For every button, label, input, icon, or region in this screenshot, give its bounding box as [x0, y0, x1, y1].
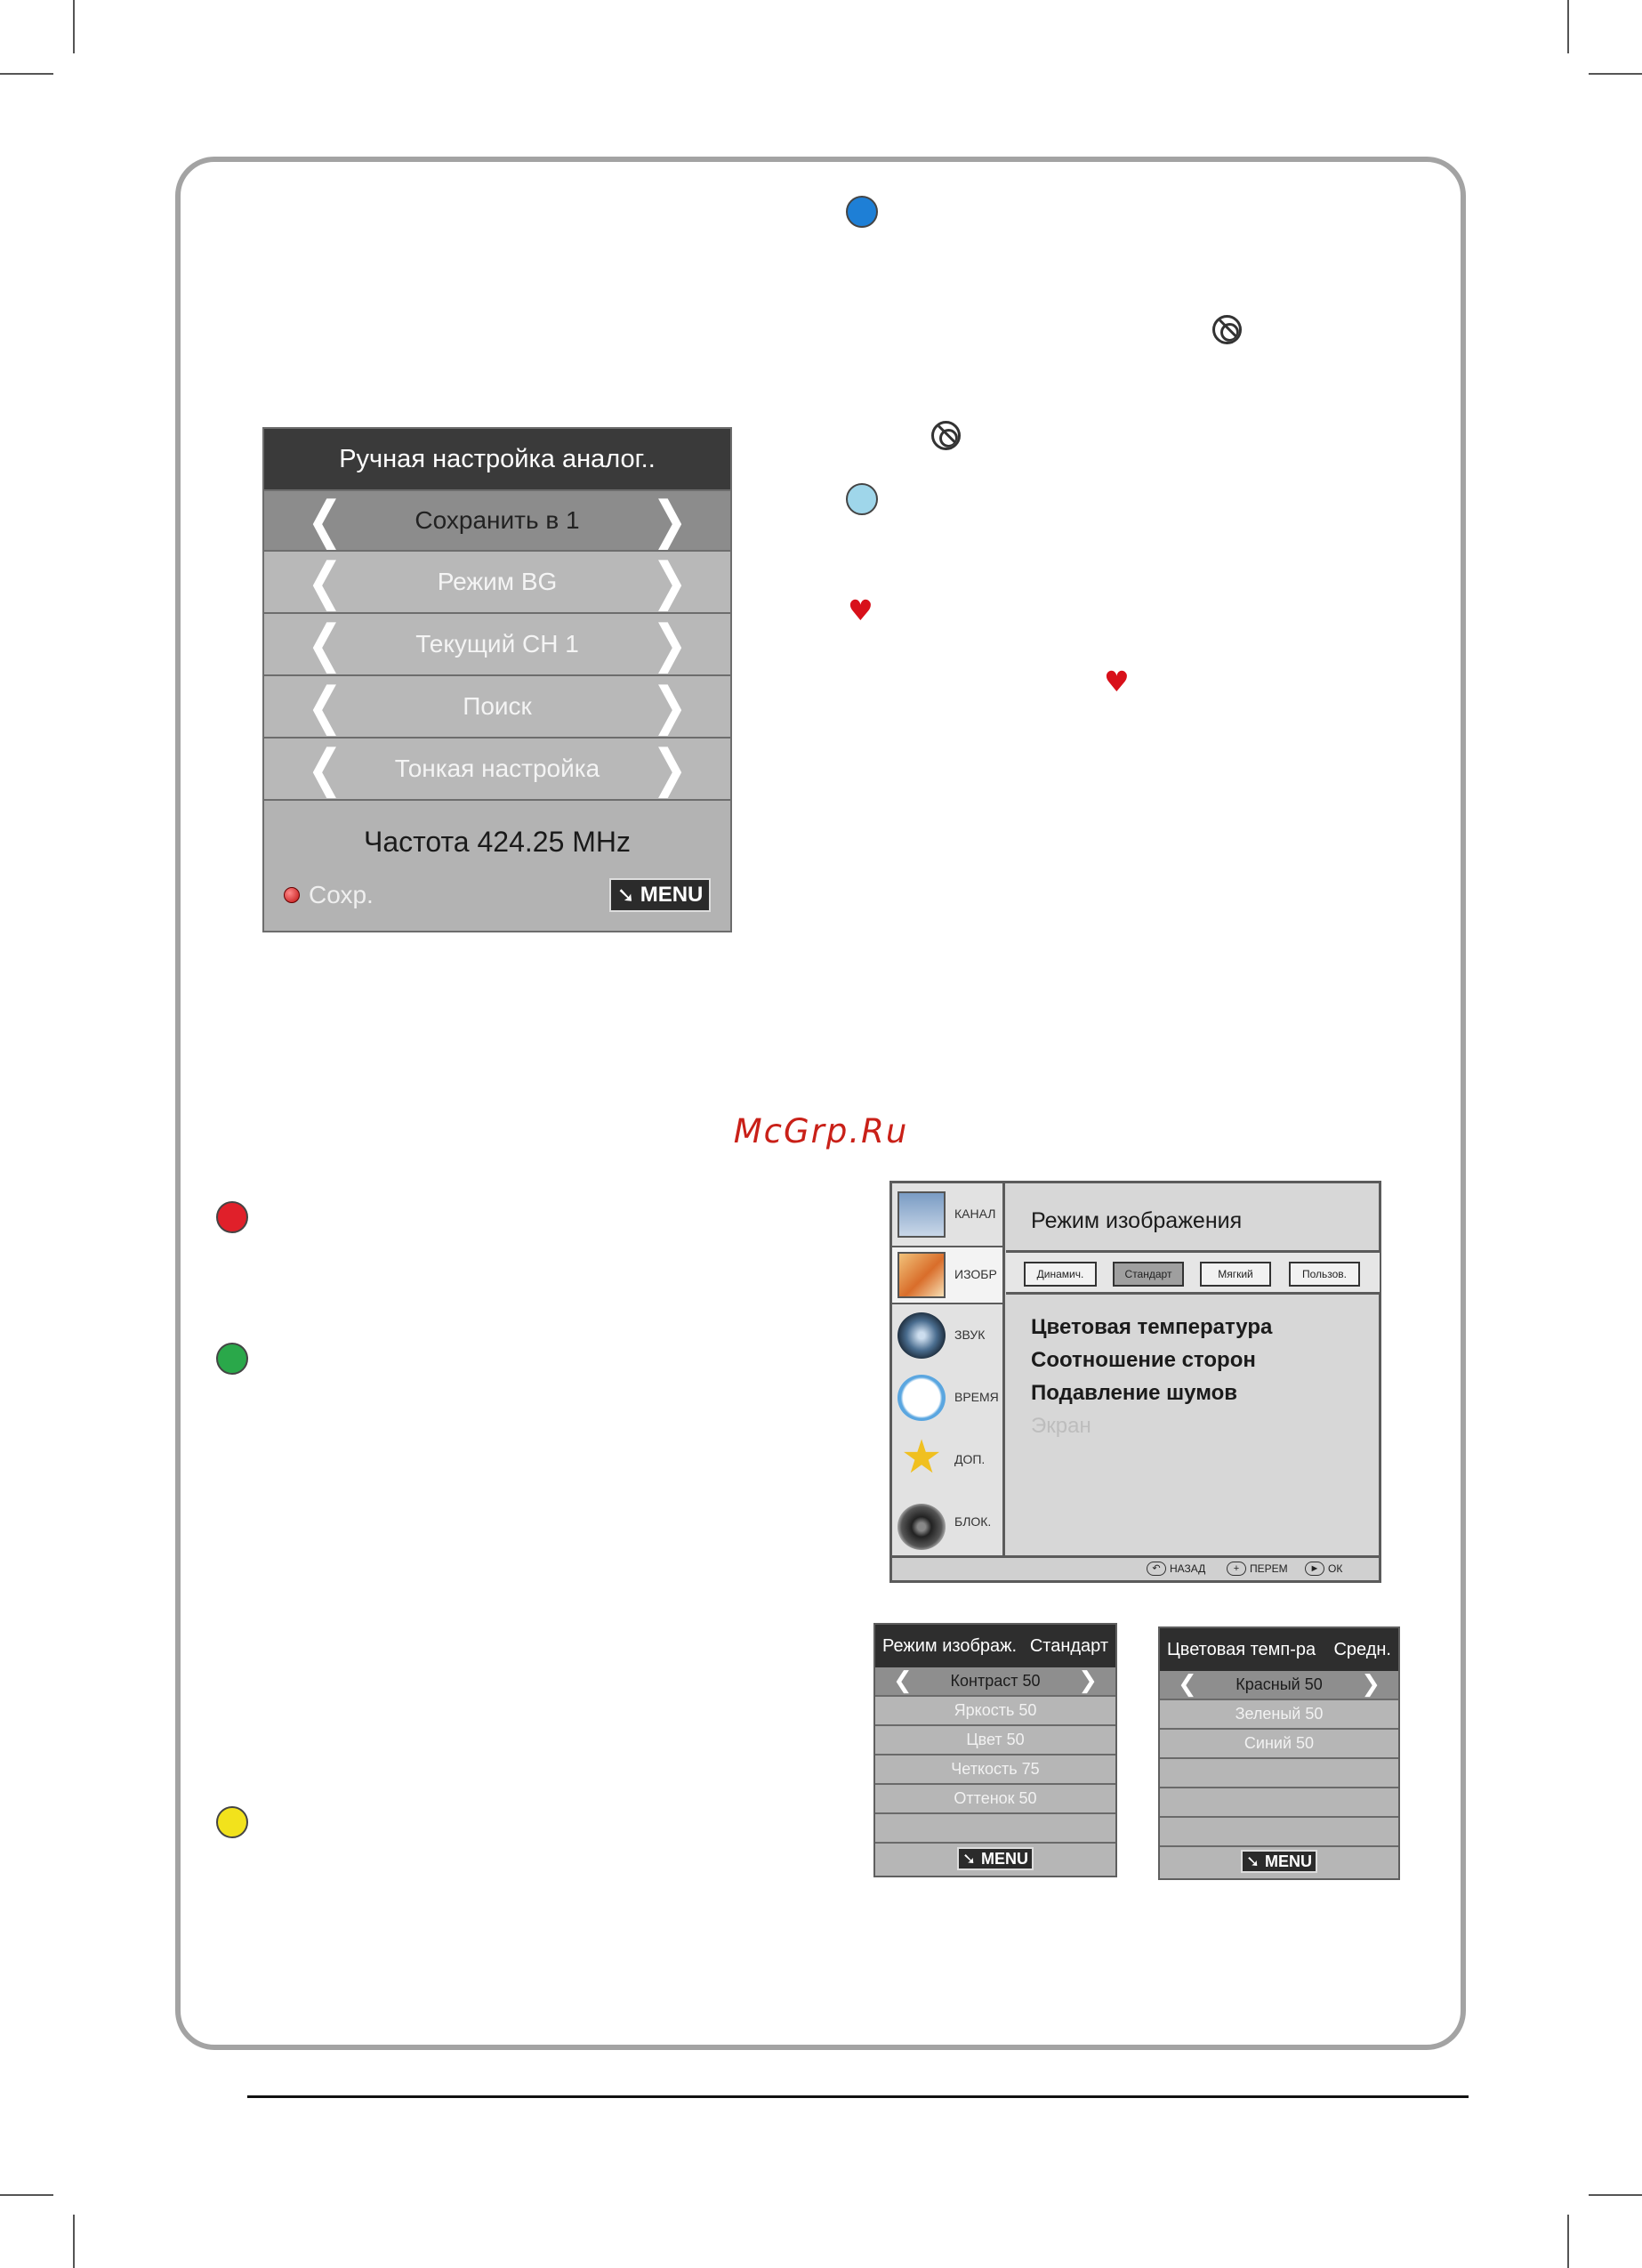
row-contrast[interactable] [875, 1667, 1115, 1697]
menu-row-search[interactable] [264, 676, 730, 739]
picture-settings-menu [889, 1181, 1381, 1583]
menu-row-save-to[interactable] [264, 489, 730, 552]
menu-button[interactable] [957, 1847, 1034, 1870]
sidebar-label: БЛОК. [954, 1514, 992, 1529]
row-label: Поиск [463, 692, 532, 720]
crop-mark [73, 0, 75, 53]
sidebar-item-picture[interactable] [892, 1246, 1002, 1304]
picture-icon [897, 1252, 946, 1298]
crop-mark [0, 73, 53, 75]
sidebar-label: ИЗОБР [954, 1267, 997, 1281]
osd-value: Стандарт [1029, 1635, 1108, 1656]
option-color-temperature[interactable]: Цветовая температура [1031, 1315, 1273, 1339]
option-screen: Экран [1031, 1414, 1091, 1438]
mode-standard-button[interactable]: Стандарт [1113, 1262, 1184, 1287]
save-hint[interactable] [284, 881, 374, 909]
chevron-right-icon[interactable]: ❯ [1078, 1667, 1098, 1694]
cyan-button-icon [846, 483, 878, 515]
sidebar-label: КАНАЛ [954, 1207, 996, 1221]
menu-arrow-icon: ➘ [616, 883, 635, 908]
crop-mark [73, 2215, 75, 2268]
option-aspect-ratio[interactable]: Соотношение сторон [1031, 1348, 1256, 1372]
sidebar-item-lock[interactable] [892, 1495, 1002, 1554]
sidebar-item-channel[interactable] [892, 1187, 1002, 1246]
footer-rule [247, 2095, 1469, 2098]
chevron-left-icon[interactable]: ❮ [307, 490, 343, 551]
chevron-right-icon[interactable]: ❯ [651, 490, 688, 551]
lock-icon [897, 1504, 946, 1550]
row-empty [1160, 1788, 1398, 1818]
menu-row-fine-tune[interactable] [264, 739, 730, 801]
mode-soft-button[interactable]: Мягкий [1200, 1262, 1271, 1287]
yellow-button-icon [216, 1806, 248, 1838]
row-label: Текущий CH 1 [415, 630, 579, 658]
green-button-icon [216, 1343, 248, 1375]
row-sharpness[interactable]: Четкость 75 [875, 1755, 1115, 1785]
ok-key-icon: ► [1305, 1562, 1324, 1576]
row-empty [875, 1814, 1115, 1844]
frequency-readout: Частота 424.25 MHz [363, 826, 632, 858]
back-hint [1147, 1562, 1205, 1576]
picture-mode-selector [1006, 1250, 1380, 1295]
back-key-icon: ↶ [1147, 1562, 1166, 1576]
row-brightness[interactable]: Яркость 50 [875, 1697, 1115, 1726]
sidebar-label: ВРЕМЯ [954, 1390, 999, 1404]
color-temperature-menu [1158, 1626, 1400, 1880]
menu-row-current-ch[interactable] [264, 614, 730, 676]
option-noise-reduction[interactable]: Подавление шумов [1031, 1381, 1238, 1405]
hint-bar [892, 1555, 1379, 1580]
osd-header [1160, 1628, 1398, 1671]
row-color[interactable]: Цвет 50 [875, 1726, 1115, 1755]
chevron-right-icon[interactable]: ❯ [1361, 1671, 1380, 1698]
menu-button[interactable] [1241, 1850, 1317, 1873]
crop-mark [1567, 2215, 1569, 2268]
sidebar-label: ЗВУК [954, 1328, 986, 1342]
row-empty [1160, 1759, 1398, 1788]
osd-header [875, 1625, 1115, 1667]
crop-mark [0, 2194, 53, 2196]
row-label: Тонкая настройка [394, 755, 600, 782]
crop-mark [1589, 73, 1642, 75]
menu-label: MENU [640, 883, 704, 907]
speaker-icon [897, 1312, 946, 1359]
menu-label: MENU [981, 1849, 1029, 1868]
row-green[interactable]: Зеленый 50 [1160, 1700, 1398, 1730]
row-tint[interactable]: Оттенок 50 [875, 1785, 1115, 1814]
chevron-left-icon[interactable]: ❮ [307, 552, 343, 612]
sidebar-label: ДОП. [954, 1452, 986, 1466]
mode-user-button[interactable]: Пользов. [1289, 1262, 1360, 1287]
heart-icon: ♥ [1104, 665, 1130, 698]
sidebar-item-sound[interactable] [892, 1308, 1002, 1367]
sidebar [892, 1183, 1005, 1555]
channel-icon [897, 1191, 946, 1238]
menu-button[interactable] [609, 878, 711, 912]
hint-label: ПЕРЕМ [1250, 1562, 1288, 1575]
page-title: Режим изображения [1031, 1208, 1243, 1233]
star-icon: ★ [900, 1431, 943, 1484]
row-label: Контраст 50 [950, 1672, 1041, 1690]
mode-dynamic-button[interactable]: Динамич. [1024, 1262, 1097, 1287]
menu-arrow-icon: ➘ [962, 1849, 977, 1868]
chevron-left-icon[interactable]: ❮ [1178, 1671, 1197, 1698]
hint-label: ОК [1328, 1562, 1343, 1575]
row-blue[interactable]: Синий 50 [1160, 1730, 1398, 1759]
manual-tuning-menu [262, 427, 732, 932]
sidebar-item-time[interactable] [892, 1370, 1002, 1429]
no-sign-icon [931, 421, 961, 450]
row-red[interactable] [1160, 1671, 1398, 1700]
save-label: Сохр. [309, 881, 374, 908]
hint-label: НАЗАД [1170, 1562, 1206, 1575]
row-label: Режим BG [437, 568, 558, 595]
chevron-left-icon[interactable]: ❮ [307, 614, 343, 674]
watermark: McGrp.Ru [733, 1112, 909, 1150]
red-button-icon [216, 1201, 248, 1233]
row-label: Красный 50 [1236, 1675, 1323, 1693]
chevron-right-icon[interactable]: ❯ [651, 676, 688, 737]
menu-arrow-icon: ➘ [1245, 1852, 1260, 1871]
chevron-left-icon[interactable]: ❮ [307, 739, 343, 799]
chevron-right-icon[interactable]: ❯ [651, 552, 688, 612]
picture-mode-adjust-menu [873, 1623, 1117, 1877]
clock-icon [897, 1375, 946, 1421]
osd-value: Средн. [1333, 1639, 1391, 1659]
chevron-left-icon[interactable]: ❮ [307, 676, 343, 737]
menu-label: MENU [1265, 1852, 1313, 1870]
crop-mark [1589, 2194, 1642, 2196]
chevron-left-icon[interactable]: ❮ [893, 1667, 913, 1694]
blue-button-icon [846, 196, 878, 228]
ok-hint [1305, 1562, 1342, 1576]
move-hint [1227, 1562, 1288, 1576]
chevron-right-icon[interactable]: ❯ [651, 739, 688, 799]
move-key-icon: + [1227, 1562, 1246, 1576]
row-label: Сохранить в 1 [415, 506, 580, 534]
menu-row-mode[interactable] [264, 552, 730, 614]
crop-mark [1567, 0, 1569, 53]
menu-title: Ручная настройка аналог.. [264, 429, 730, 489]
chevron-right-icon[interactable]: ❯ [651, 614, 688, 674]
sidebar-item-extra[interactable] [892, 1433, 1002, 1491]
osd-title: Цветовая темп-ра [1167, 1639, 1316, 1659]
no-sign-icon [1212, 315, 1242, 344]
row-empty [1160, 1818, 1398, 1847]
heart-icon: ♥ [848, 593, 873, 627]
osd-title: Режим изображ. [882, 1635, 1018, 1656]
red-dot-icon [284, 887, 300, 903]
